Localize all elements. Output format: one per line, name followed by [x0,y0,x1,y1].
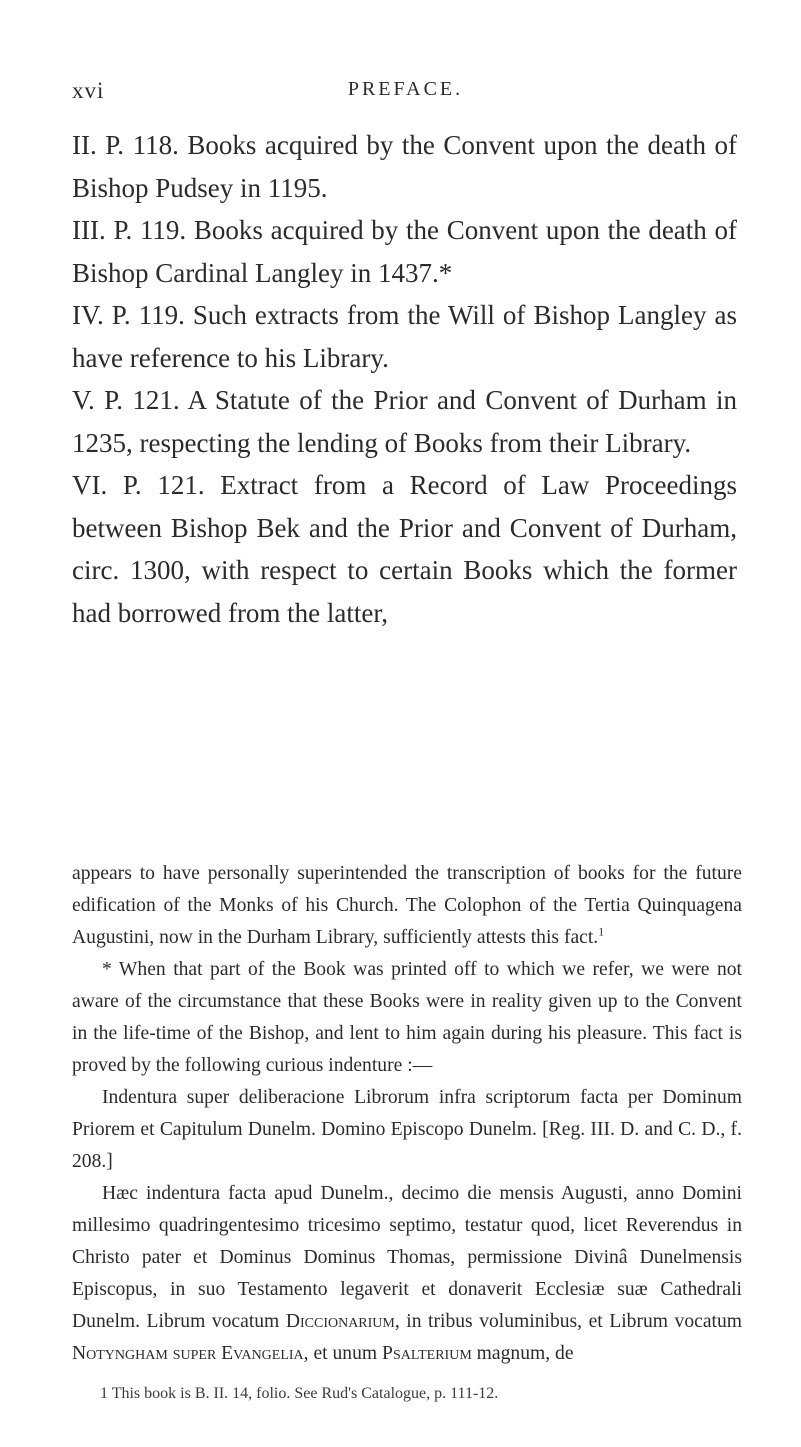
book-title: Notyngham super Evangelia [72,1343,304,1364]
indenture-text-part: , et unum [303,1343,383,1364]
paragraph-note: * When that part of the Book was printed off to which we refer, we were not aware of the circumstance that these Books were in reality given up to the Convent in the life-time of the Bishop, and lent to him again during his pleasure. This fact is proved by the following curious indenture :— [72,959,742,1076]
appendix-item: II. P. 118. Books acquired by the Convent upon the death of Bishop Pudsey in 1195. [72,130,737,203]
appendix-list [72,124,737,634]
appendix-item: V. P. 121. A Statute of the Prior and Convent of Durham in 1235, respecting the lending of Books from their Library. [72,385,737,458]
appendix-item: III. P. 119. Books acquired by the Convent upon the death of Bishop Cardinal Langley in 1437.* [72,215,737,288]
footnote-reference: 1 [598,925,605,939]
paragraph-indenture-title: Indentura super deliberacione Librorum infra scriptorum facta per Dominum Priorem et Capitulum Dunelm. Domino Episcopo Dunelm. [Reg. III. D. and C. D., f. 208.] [72,1087,742,1172]
indenture-text-part: magnum, de [471,1343,574,1364]
paragraph-colophon [72,858,742,954]
indenture-text-part: Hæc indentura facta apud Dunelm., decimo die mensis Augusti, anno Domini millesimo quadringentesimo tricesimo septimo, testatur quod, licet Reverendus in Christo pater et Dominus Dominus Thomas, permissione Divinâ Dunelmensis Episcopus, in suo Testamento legaverit et donaverit Ecclesiæ suæ Cathedrali Dunelm. Librum vocatum [72,1183,742,1332]
book-title: Diccionarium [285,1311,395,1332]
indenture-text-part: , in tribus voluminibus, et Librum vocatum [394,1311,743,1332]
page-number: xvi [72,78,105,103]
body-text [72,858,742,1370]
paragraph-indenture-text [72,1178,742,1370]
appendix-item: VI. P. 121. Extract from a Record of Law Proceedings between Bishop Bek and the Prior and Convent of Durham, circ. 1300, with respect to certain Books which the former had borrowed from the latter, [72,470,737,628]
appendix-item: IV. P. 119. Such extracts from the Will of Bishop Langley as have reference to his Library. [72,300,737,373]
running-head [72,78,739,108]
running-title: PREFACE. [347,78,464,100]
book-title: Psalterium [382,1343,472,1364]
footnote: 1 This book is B. II. 14, folio. See Rud's Catalogue, p. 111-12. [100,1385,499,1402]
paragraph-colophon-text: appears to have personally superintended the transcription of books for the future edification of the Monks of his Church. The Colophon of the Tertia Quinquagena Augustini, now in the Durham Library, sufficiently attests this fact. [72,863,742,948]
